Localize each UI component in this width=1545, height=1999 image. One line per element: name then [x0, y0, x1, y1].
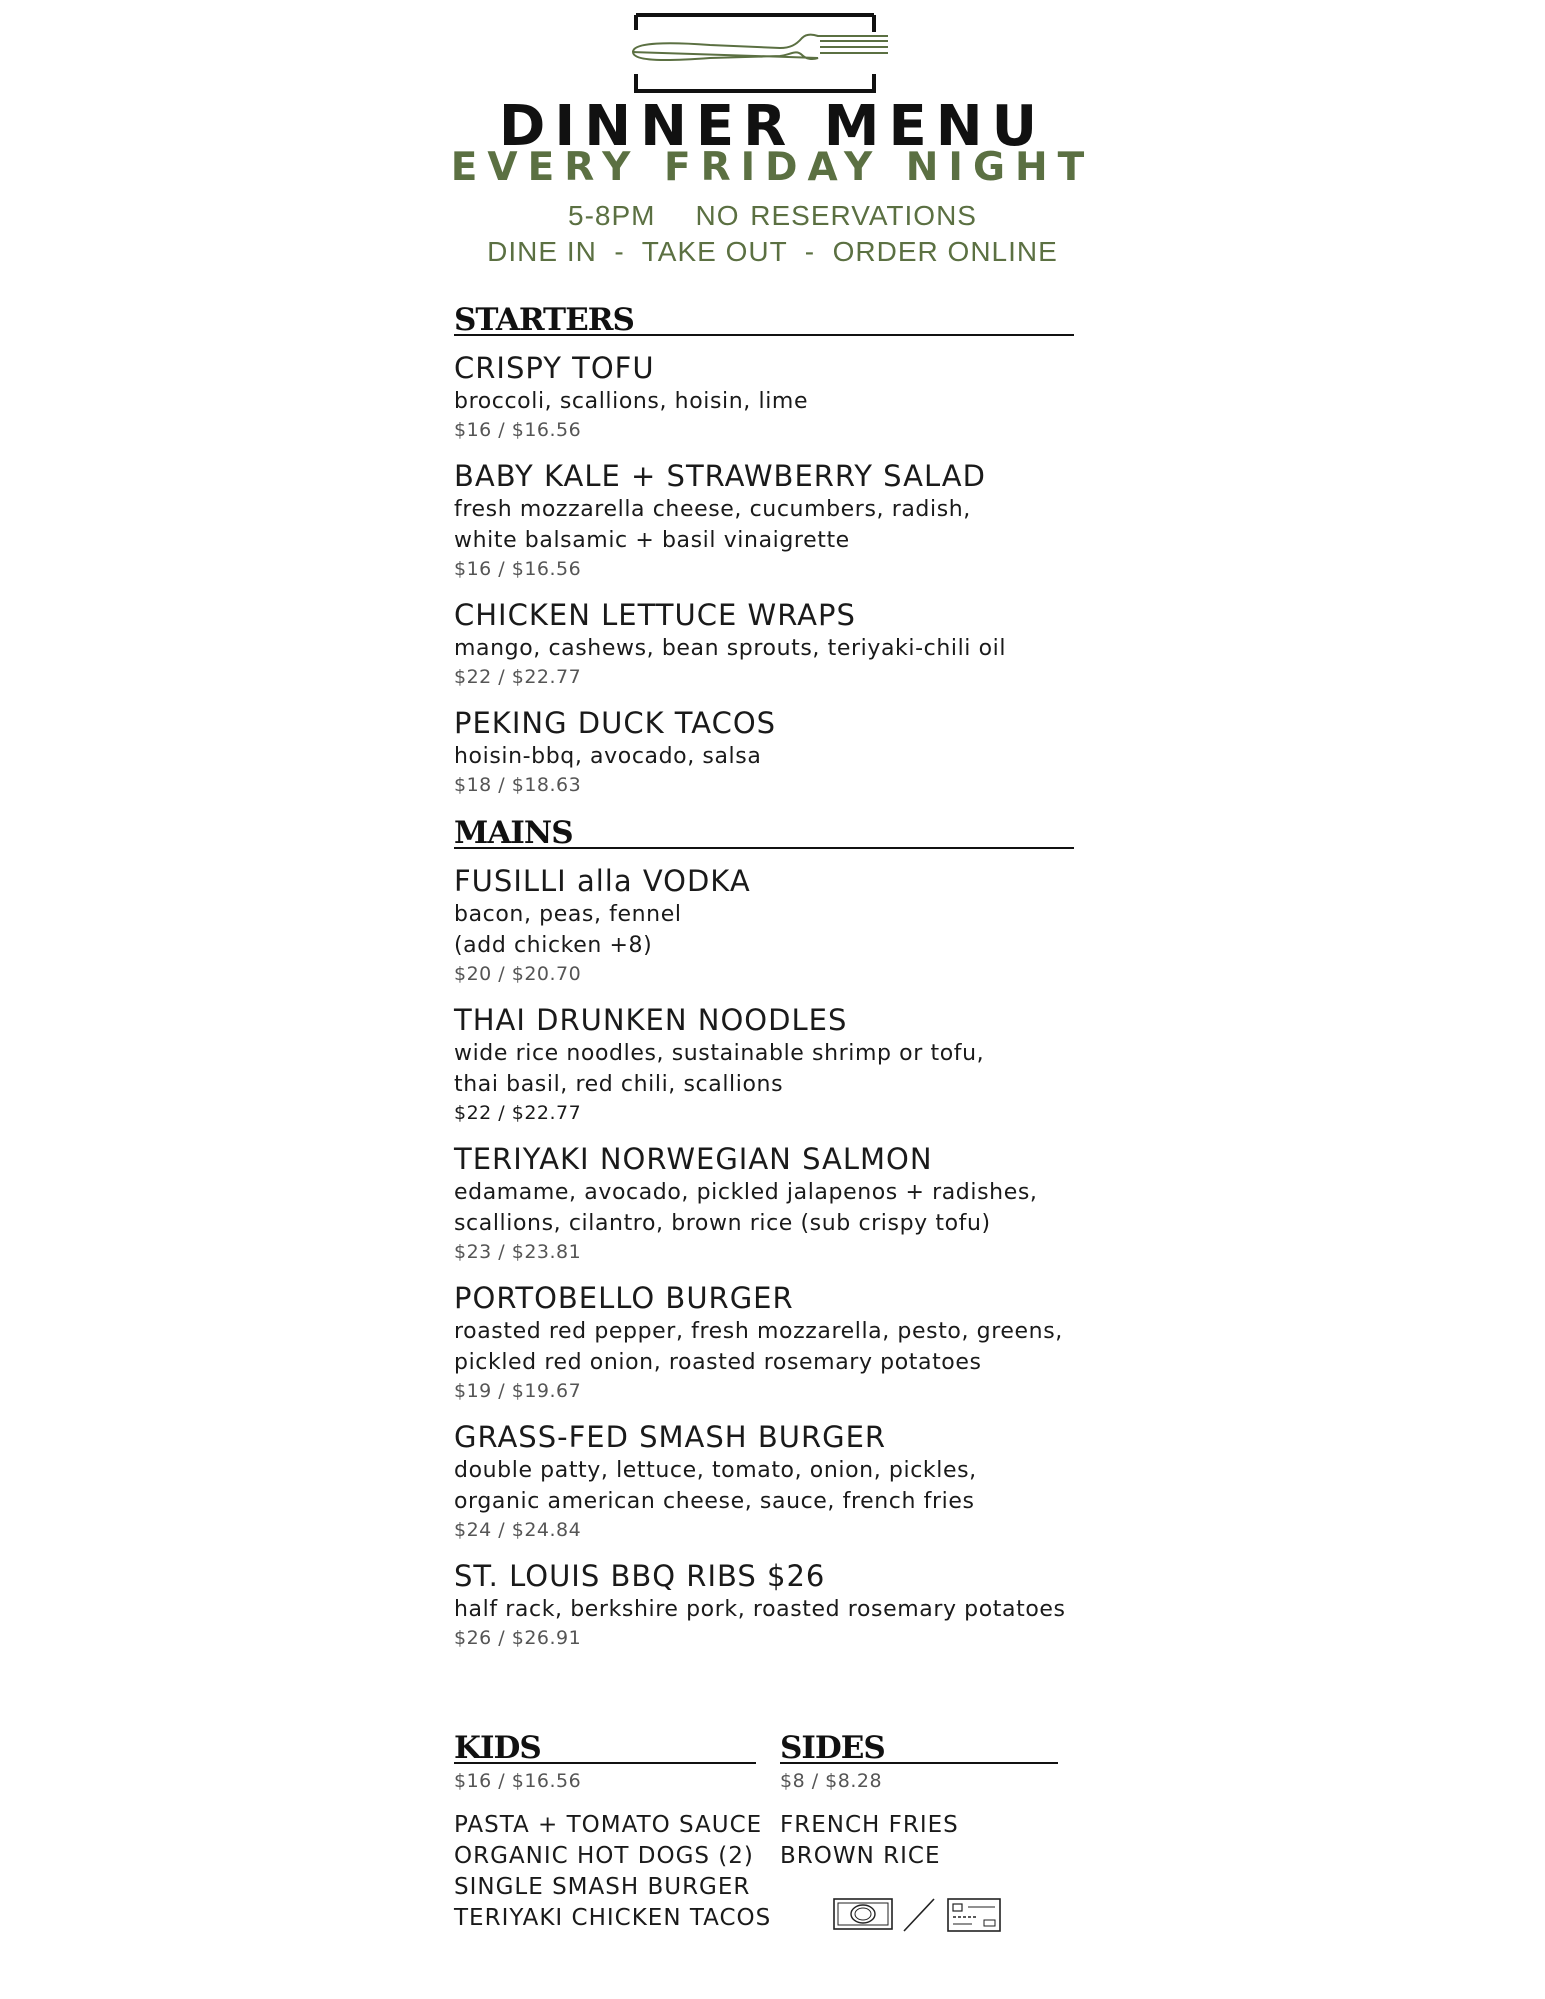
item-price: $20 / $20.70: [454, 963, 582, 985]
divider-slash: [904, 1899, 934, 1931]
list-item: SINGLE SMASH BURGER: [454, 1874, 751, 1900]
service-options: DINE IN - TAKE OUT - ORDER ONLINE: [487, 236, 1058, 267]
menu-item: [454, 350, 1074, 444]
sides-heading-label: SIDES: [780, 1730, 885, 1766]
item-description: thai basil, red chili, scallions: [454, 1072, 784, 1097]
item-description: fresh mozzarella cheese, cucumbers, radish,: [454, 497, 971, 522]
reservations-text: NO RESERVATIONS: [695, 200, 977, 231]
item-price: $22 / $22.77: [454, 1102, 582, 1124]
item-name: TERIYAKI NORWEGIAN SALMON: [454, 1142, 933, 1176]
item-price: $22 / $22.77: [454, 666, 582, 688]
item-price: $24 / $24.84: [454, 1519, 582, 1541]
menu-item: [454, 1558, 1074, 1652]
mains-heading: [454, 813, 1074, 849]
fork-icon: [630, 12, 892, 94]
item-price: $18 / $18.63: [454, 774, 582, 796]
menu-item: [454, 705, 1074, 799]
item-description: (add chicken +8): [454, 933, 653, 958]
list-item: FRENCH FRIES: [780, 1812, 959, 1838]
sides-heading: [780, 1728, 1058, 1764]
item-description: wide rice noodles, sustainable shrimp or tofu,: [454, 1041, 985, 1066]
menu-item: [454, 863, 1074, 988]
kids-list: [454, 1810, 771, 1934]
sides-price: $8 / $8.28: [780, 1770, 883, 1792]
menu-item: [454, 597, 1074, 691]
list-item: BROWN RICE: [780, 1843, 941, 1869]
hours-line: [0, 200, 1545, 232]
item-description: pickled red onion, roasted rosemary potatoes: [454, 1350, 982, 1375]
kids-price: $16 / $16.56: [454, 1770, 582, 1792]
menu-item: [454, 1002, 1074, 1127]
section-divider: [780, 1762, 1058, 1764]
page-subtitle: EVERY FRIDAY NIGHT: [450, 145, 1095, 190]
mains-heading-label: MAINS: [454, 815, 573, 851]
item-name: THAI DRUNKEN NOODLES: [454, 1003, 848, 1037]
section-divider: [454, 1762, 756, 1764]
menu-item: [454, 458, 1074, 583]
item-price: $19 / $19.67: [454, 1380, 582, 1402]
item-description: broccoli, scallions, hoisin, lime: [454, 389, 809, 414]
item-description: hoisin-bbq, avocado, salsa: [454, 744, 762, 769]
item-name: PORTOBELLO BURGER: [454, 1281, 794, 1315]
item-name: FUSILLI alla VODKA: [454, 864, 751, 898]
menu-item: [454, 1280, 1074, 1405]
section-divider: [454, 847, 1074, 849]
cash-icon: [834, 1899, 892, 1929]
item-price: $16 / $16.56: [454, 419, 582, 441]
item-name: ST. LOUIS BBQ RIBS $26: [454, 1559, 826, 1593]
item-name: CRISPY TOFU: [454, 351, 655, 385]
list-item: PASTA + TOMATO SAUCE: [454, 1812, 763, 1838]
hours-text: 5-8PM: [568, 200, 656, 231]
item-description: bacon, peas, fennel: [454, 902, 682, 927]
item-description: half rack, berkshire pork, roasted rosemary potatoes: [454, 1597, 1066, 1622]
item-description: edamame, avocado, pickled jalapenos + radishes,: [454, 1180, 1038, 1205]
item-description: double patty, lettuce, tomato, onion, pickles,: [454, 1458, 977, 1483]
item-description: scallions, cilantro, brown rice (sub crispy tofu): [454, 1211, 991, 1236]
kids-heading-label: KIDS: [454, 1730, 541, 1766]
item-price: $23 / $23.81: [454, 1241, 582, 1263]
starters-heading: [454, 300, 1074, 336]
item-price: $26 / $26.91: [454, 1627, 582, 1649]
page-title: DINNER MENU: [498, 94, 1047, 159]
item-description: roasted red pepper, fresh mozzarella, pesto, greens,: [454, 1319, 1063, 1344]
payment-icons: [832, 1895, 1002, 1935]
starters-heading-label: STARTERS: [454, 302, 634, 338]
list-item: ORGANIC HOT DOGS (2): [454, 1843, 754, 1869]
menu-item: [454, 1141, 1074, 1266]
item-description: white balsamic + basil vinaigrette: [454, 528, 850, 553]
menu-column: [454, 300, 1074, 1666]
item-description: organic american cheese, sauce, french fries: [454, 1489, 975, 1514]
section-divider: [454, 334, 1074, 336]
credit-card-icon: [948, 1899, 1000, 1931]
item-name: BABY KALE + STRAWBERRY SALAD: [454, 459, 986, 493]
item-description: mango, cashews, bean sprouts, teriyaki-chili oil: [454, 636, 1007, 661]
kids-heading: [454, 1728, 756, 1764]
item-price: $16 / $16.56: [454, 558, 582, 580]
item-name: GRASS-FED SMASH BURGER: [454, 1420, 887, 1454]
sides-list: [780, 1810, 959, 1872]
item-name: CHICKEN LETTUCE WRAPS: [454, 598, 856, 632]
list-item: TERIYAKI CHICKEN TACOS: [454, 1905, 772, 1931]
item-name: PEKING DUCK TACOS: [454, 706, 777, 740]
menu-item: [454, 1419, 1074, 1544]
